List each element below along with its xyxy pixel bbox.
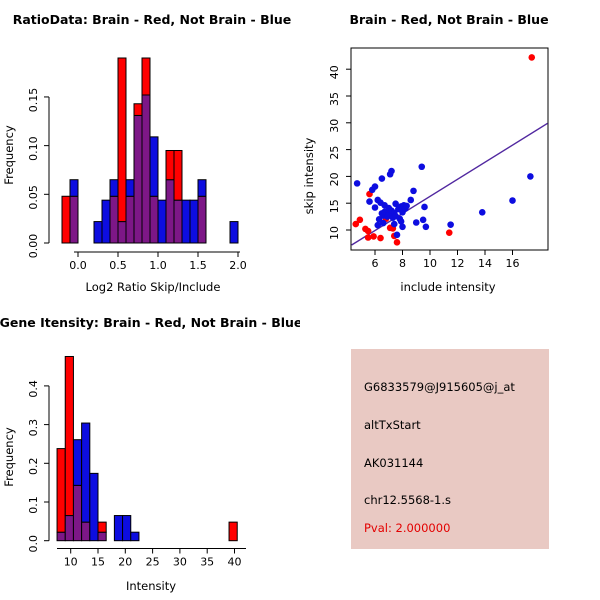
histogram-bar-overlap bbox=[150, 196, 158, 243]
scatter-point-blue bbox=[403, 203, 410, 210]
y-tick-label: 25 bbox=[328, 145, 341, 160]
scatter-point-blue bbox=[421, 204, 428, 211]
histogram-bar-overlap bbox=[134, 115, 142, 243]
scatter-point-blue bbox=[354, 180, 361, 187]
histogram-bar bbox=[65, 356, 73, 515]
panel-intensity-scatter bbox=[300, 0, 600, 300]
histogram-bar bbox=[174, 150, 182, 200]
scatter-point-blue bbox=[527, 173, 534, 180]
y-tick-label: 0.4 bbox=[27, 380, 40, 398]
scatter-point-blue bbox=[418, 163, 425, 170]
x-tick-label: 1.5 bbox=[189, 259, 207, 272]
scatter-point-red bbox=[357, 217, 364, 224]
ratio-histogram-graphics bbox=[27, 58, 247, 272]
scatter-point-blue bbox=[420, 217, 427, 224]
gene-intensity-histogram-xlabel: Intensity bbox=[125, 579, 177, 593]
scatter-point-blue bbox=[399, 223, 406, 230]
histogram-bar-overlap bbox=[126, 196, 134, 243]
x-tick-label: 12 bbox=[450, 257, 465, 270]
gene-intensity-histogram-ylabel: Frequency bbox=[2, 427, 16, 487]
gene-pval: Pval: 2.000000 bbox=[364, 521, 451, 535]
y-tick-label: 0.05 bbox=[27, 185, 40, 210]
gene-accession: AK031144 bbox=[364, 456, 424, 470]
intensity-scatter-plot bbox=[300, 0, 600, 300]
x-tick-label: 10 bbox=[63, 555, 78, 569]
gene-probe-id: G6833579@J915605@j_at bbox=[364, 380, 515, 394]
y-tick-label: 0.2 bbox=[27, 457, 40, 476]
histogram-bar-overlap bbox=[174, 200, 182, 243]
x-tick-label: 0.5 bbox=[109, 259, 127, 272]
y-tick-label: 30 bbox=[328, 118, 341, 133]
x-tick-label: 6 bbox=[371, 257, 379, 270]
x-tick-label: 8 bbox=[399, 257, 406, 270]
intensity-scatter-title: Brain - Red, Not Brain - Blue bbox=[349, 12, 549, 27]
histogram-bar-overlap bbox=[118, 222, 126, 243]
x-tick-label: 15 bbox=[91, 555, 105, 569]
histogram-bar bbox=[230, 222, 238, 243]
scatter-point-blue bbox=[391, 221, 398, 228]
ratio-histogram-xlabel: Log2 Ratio Skip/Include bbox=[85, 280, 221, 294]
intensity-scatter-ylabel: skip intensity bbox=[302, 137, 316, 215]
scatter-point-red bbox=[365, 234, 372, 241]
histogram-bar bbox=[229, 522, 237, 541]
histogram-bar bbox=[62, 196, 70, 243]
histogram-bar bbox=[102, 200, 110, 243]
histogram-bar bbox=[123, 516, 131, 541]
gene-intensity-histogram-title: Gene Itensity: Brain - Red, Not Brain - Blue bbox=[0, 315, 300, 330]
histogram-bar-overlap bbox=[70, 196, 78, 243]
x-tick-label: 16 bbox=[505, 257, 520, 270]
histogram-bar-overlap bbox=[98, 532, 106, 541]
histogram-bar bbox=[82, 423, 90, 522]
y-tick-label: 0.0 bbox=[27, 534, 40, 553]
ratio-histogram-plot bbox=[0, 0, 300, 300]
scatter-point-blue bbox=[366, 198, 373, 205]
scatter-point-blue bbox=[410, 188, 417, 195]
histogram-bar bbox=[90, 473, 98, 540]
scatter-point-blue bbox=[394, 232, 401, 239]
intensity-scatter-graphics bbox=[328, 48, 548, 270]
scatter-point-red bbox=[365, 228, 372, 235]
scatter-point-red bbox=[528, 54, 535, 61]
histogram-bar bbox=[70, 180, 78, 197]
histogram-bar-overlap bbox=[65, 516, 73, 541]
histogram-bar bbox=[198, 180, 206, 197]
histogram-bar bbox=[73, 440, 81, 486]
histogram-bar-overlap bbox=[82, 522, 90, 541]
y-tick-label: 0.15 bbox=[27, 87, 40, 113]
y-tick-label: 20 bbox=[328, 172, 341, 187]
histogram-bar bbox=[114, 516, 122, 541]
x-tick-label: 25 bbox=[145, 555, 160, 569]
scatter-point-blue bbox=[509, 197, 516, 204]
scatter-point-blue bbox=[447, 221, 454, 228]
y-tick-label: 0.10 bbox=[27, 136, 40, 161]
histogram-bar bbox=[57, 449, 65, 533]
scatter-point-blue bbox=[372, 183, 379, 190]
histogram-bar-overlap bbox=[142, 95, 150, 243]
histogram-bar bbox=[134, 104, 142, 116]
y-tick-label: 0.3 bbox=[27, 418, 41, 437]
histogram-bar bbox=[118, 58, 126, 222]
histogram-bar bbox=[142, 58, 150, 95]
histogram-bar bbox=[166, 150, 174, 179]
histogram-bar bbox=[126, 180, 134, 197]
histogram-bar bbox=[94, 222, 102, 243]
scatter-point-red bbox=[370, 233, 377, 240]
histogram-bar bbox=[98, 522, 106, 532]
histogram-bar bbox=[158, 200, 166, 243]
scatter-point-blue bbox=[413, 219, 420, 226]
histogram-bar-overlap bbox=[57, 532, 65, 541]
scatter-point-blue bbox=[407, 197, 414, 204]
gene-event-type: altTxStart bbox=[364, 418, 421, 432]
histogram-bar bbox=[110, 180, 118, 197]
intensity-scatter-xlabel: include intensity bbox=[400, 280, 496, 294]
histogram-bar bbox=[190, 200, 198, 243]
scatter-point-red bbox=[377, 235, 384, 242]
histogram-bar-overlap bbox=[110, 196, 118, 243]
gene-intensity-histogram-plot bbox=[0, 300, 300, 600]
scatter-point-red bbox=[446, 229, 453, 236]
histogram-bar-overlap bbox=[166, 180, 174, 243]
x-tick-label: 14 bbox=[478, 257, 492, 270]
gene-info-box bbox=[351, 349, 549, 549]
x-tick-label: 10 bbox=[423, 257, 437, 270]
y-tick-label: 40 bbox=[328, 65, 341, 80]
x-tick-label: 2.0 bbox=[229, 259, 247, 272]
histogram-bar bbox=[182, 200, 190, 243]
panel-ratio-histogram bbox=[0, 0, 300, 300]
y-tick-label: 10 bbox=[328, 226, 341, 240]
gene-location: chr12.5568-1.s bbox=[364, 493, 452, 507]
ratio-histogram-ylabel: Frequency bbox=[2, 125, 16, 185]
histogram-bar-overlap bbox=[73, 485, 81, 540]
x-tick-label: 35 bbox=[200, 555, 215, 569]
x-tick-label: 30 bbox=[172, 555, 187, 569]
scatter-point-blue bbox=[423, 223, 430, 230]
scatter-point-blue bbox=[379, 175, 386, 182]
scatter-point-blue bbox=[388, 168, 395, 175]
x-tick-label: 0.0 bbox=[69, 259, 87, 272]
panel-gene-intensity-histogram bbox=[0, 300, 300, 600]
scatter-point-red bbox=[394, 239, 401, 246]
x-tick-label: 1.0 bbox=[149, 259, 167, 272]
histogram-bar bbox=[150, 137, 158, 196]
histogram-bar bbox=[131, 532, 139, 541]
y-tick-label: 35 bbox=[328, 92, 341, 106]
histogram-bar-overlap bbox=[198, 196, 206, 243]
y-tick-label: 0.1 bbox=[27, 496, 40, 514]
x-tick-label: 20 bbox=[118, 555, 133, 569]
ratio-histogram-title: RatioData: Brain - Red, Not Brain - Blue bbox=[12, 12, 292, 27]
x-tick-label: 40 bbox=[227, 555, 242, 569]
y-tick-label: 15 bbox=[328, 199, 341, 214]
scatter-point-blue bbox=[380, 220, 387, 227]
scatter-point-blue bbox=[372, 204, 379, 211]
scatter-point-blue bbox=[479, 209, 486, 216]
panel-gene-info bbox=[300, 300, 600, 600]
gene-intensity-histogram-graphics bbox=[27, 356, 246, 568]
y-tick-label: 0.00 bbox=[27, 233, 40, 259]
